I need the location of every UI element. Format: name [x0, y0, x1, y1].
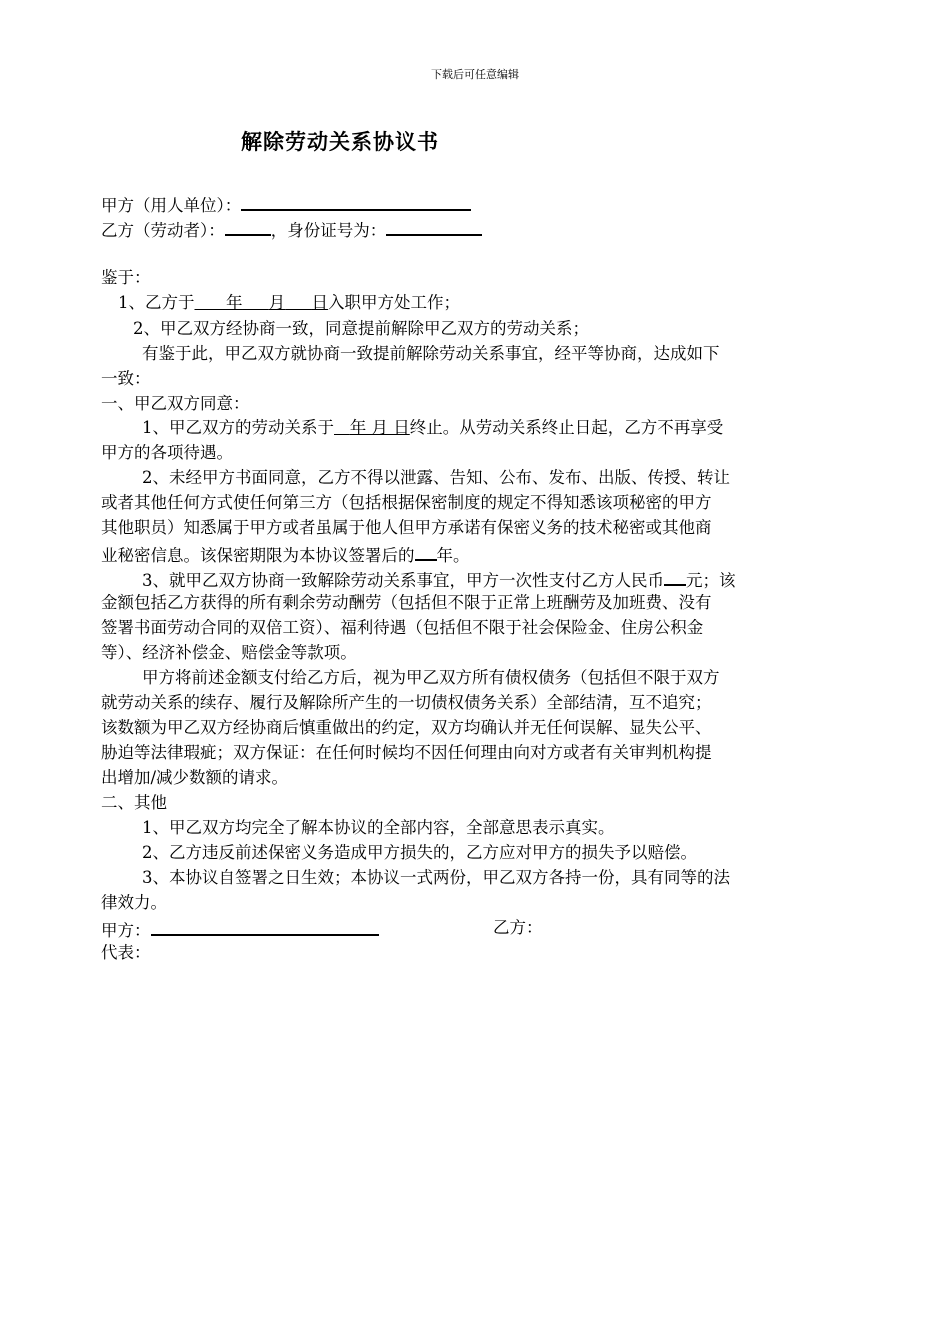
s1-1-date[interactable]: [334, 418, 410, 437]
s1-1-pre: 1、甲乙双方的劳动关系于: [142, 418, 334, 437]
party-a-line: [101, 191, 471, 218]
intro-line-1: 有鉴于此，甲乙双方就协商一致提前解除劳动关系事宜，经平等协商，达成如下: [142, 344, 720, 363]
s2-item-3-line-1: 3、本协议自签署之日生效；本协议一式两份，甲乙双方各持一份，具有同等的法: [142, 868, 730, 887]
party-b-id-blank[interactable]: [386, 216, 482, 236]
s1-item-2-line-4: [101, 541, 470, 568]
w1-date[interactable]: [195, 293, 328, 312]
s1-1-post: 终止。从劳动关系终止日起，乙方不再享受: [409, 418, 724, 437]
representative-label: 代表：: [101, 943, 151, 962]
w1-year: 年: [225, 293, 243, 312]
whereas-heading: 鉴于：: [101, 268, 151, 287]
s1-item-1-line-2: 甲方的各项待遇。: [101, 443, 233, 462]
s1-item-3-line-2: 金额包括乙方获得的所有剩余劳动酬劳（包括但不限于正常上班酬劳及加班费、没有: [101, 593, 712, 612]
sign-a-blank[interactable]: [151, 916, 379, 936]
party-a-blank[interactable]: [241, 191, 471, 211]
w1-month: 月: [268, 293, 286, 312]
s1-item-3-line-4: 等）、经济补偿金、赔偿金等款项。: [101, 643, 357, 662]
s1-item-2-line-3: 其他职员）知悉属于甲方或者虽属于他人但甲方承诺有保密义务的技术秘密或其他商: [101, 518, 712, 537]
sign-a-label: 甲方：: [101, 921, 151, 940]
document-title: 解除劳动关系协议书: [241, 130, 439, 154]
s2-item-1: 1、甲乙双方均完全了解本协议的全部内容，全部意思表示真实。: [142, 818, 615, 837]
s2-item-2: 2、乙方违反前述保密义务造成甲方损失的，乙方应对甲方的损失予以赔偿。: [142, 843, 697, 862]
s1-2-l4-pre: 业秘密信息。该保密期限为本协议签署后的: [101, 546, 415, 565]
s1-1-date-text: 年 月 日: [349, 418, 410, 437]
s1-item-3-line-3: 签署书面劳动合同的双倍工资）、福利待遇（包括但不限于社会保险金、住房公积金: [101, 618, 704, 637]
party-a-label: 甲方（用人单位）：: [101, 196, 242, 215]
s1-3-l1-pre: 3、就甲乙双方协商一致解除劳动关系事宜，甲方一次性支付乙方人民币: [142, 571, 664, 590]
party-b-name-blank[interactable]: [225, 216, 271, 236]
w1-pre: 1、乙方于: [118, 293, 195, 312]
signature-party-a: [101, 916, 379, 943]
whereas-item-1: [118, 291, 460, 315]
payment-para-line-2: 就劳动关系的续存、履行及解除所产生的一切债权债务关系）全部结清，互不追究；: [101, 693, 712, 712]
s2-item-3-line-2: 律效力。: [101, 893, 167, 912]
section-1-heading: 一、甲乙双方同意：: [101, 394, 250, 413]
payment-para-line-1: 甲方将前述金额支付给乙方后，视为甲乙双方所有债权债务（包括但不限于双方: [142, 668, 720, 687]
s1-item-2-line-1: 2、未经甲方书面同意，乙方不得以泄露、告知、公布、发布、出版、传授、转让: [142, 468, 730, 487]
w1-post: 入职甲方处工作；: [327, 293, 460, 312]
party-b-line: [101, 216, 482, 243]
header-note: 下载后可任意编辑: [431, 68, 519, 81]
whereas-item-2: 2、甲乙双方经协商一致，同意提前解除甲乙双方的劳动关系；: [133, 319, 589, 338]
s1-item-1-line-1: [142, 416, 723, 440]
s1-3-l1-post: 元；该: [686, 571, 736, 590]
s1-item-3-line-1: [142, 566, 736, 593]
signature-party-b: 乙方：: [493, 918, 543, 937]
intro-line-2: 一致：: [101, 369, 151, 388]
w1-day: 日: [311, 293, 328, 312]
s1-2-l4-post: 年。: [436, 546, 470, 565]
payment-para-line-3: 该数额为甲乙双方经协商后慎重做出的约定，双方均确认并无任何误解、显失公平、: [101, 718, 712, 737]
section-2-heading: 二、其他: [101, 793, 167, 812]
secrecy-years-blank[interactable]: [415, 541, 437, 561]
party-b-label: 乙方（劳动者）：: [101, 221, 225, 240]
payment-amount-blank[interactable]: [664, 566, 686, 586]
s1-item-2-line-2: 或者其他任何方式使任何第三方（包括根据保密制度的规定不得知悉该项秘密的甲方: [101, 493, 712, 512]
payment-para-line-4: 胁迫等法律瑕疵；双方保证：在任何时候均不因任何理由向对方或者有关审判机构提: [101, 743, 712, 762]
party-b-id-label: ，身份证号为：: [270, 221, 387, 240]
payment-para-line-5: 出增加/减少数额的请求。: [101, 768, 289, 787]
